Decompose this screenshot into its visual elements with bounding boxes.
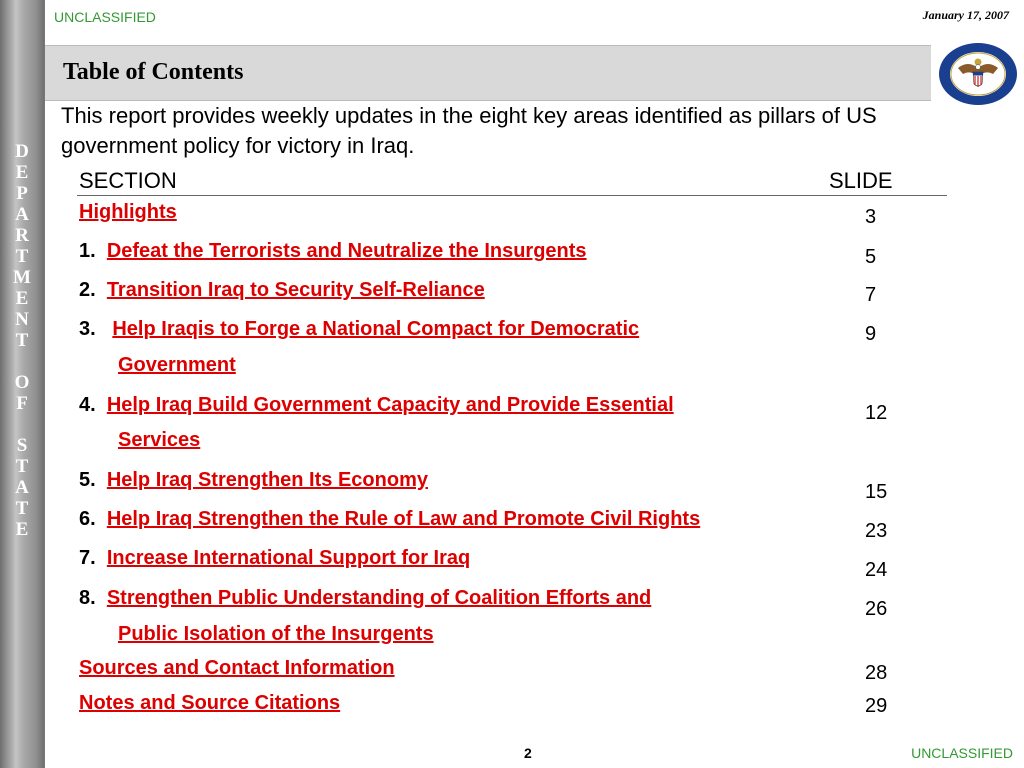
toc-link-public-understanding[interactable]: Strengthen Public Understanding of Coalition Efforts and [106,587,652,609]
slide-number: 5 [865,246,877,268]
classification-top: UNCLASSIFIED [54,9,156,25]
slide-number: 24 [865,559,888,581]
sidebar-letter: O [14,372,30,393]
slide-number: 9 [865,323,877,345]
sidebar-letter: T [15,456,29,477]
toc-link-defeat-terrorists[interactable]: Defeat the Terrorists and Neutralize the Insurgents [106,240,587,262]
slide-number: 28 [865,662,888,684]
sidebar-banner [0,0,44,768]
report-date: January 17, 2007 [922,8,1009,22]
intro-paragraph: This report provides weekly updates in the eight key areas identified as pillars of US government policy for victory in Iraq. [61,103,877,158]
toc-link-public-understanding-cont[interactable]: Public Isolation of the Insurgents [118,623,434,645]
toc-link-economy[interactable]: Help Iraq Strengthen Its Economy [106,469,428,491]
toc-item-number: 5. [79,469,96,491]
toc-item-continuation [118,429,200,452]
page-number: 2 [524,745,532,761]
sidebar-letter: E [15,519,29,540]
sidebar-letter: A [15,204,29,225]
sidebar-letter: T [15,498,29,519]
slide-number: 23 [865,520,888,542]
slide-number: 26 [865,598,888,620]
classification-bottom: UNCLASSIFIED [911,745,1013,761]
slide-number: 15 [865,481,888,503]
toc-item-number: 3. [79,318,96,340]
toc-item [79,508,700,531]
slide-column-header: SLIDE [829,168,893,193]
sidebar-letter: P [16,183,28,204]
toc-item [79,240,587,263]
sidebar-vertical-text [0,141,44,540]
toc-link-government-capacity-cont[interactable]: Services [118,429,201,451]
toc-link-national-compact[interactable]: Help Iraqis to Forge a National Compact for Democratic [112,318,640,340]
slide-number: 29 [865,695,888,717]
toc-item [79,318,639,341]
sidebar-letter: D [15,141,29,162]
toc-item-number: 7. [79,547,96,569]
toc-item-number: 2. [79,279,96,301]
sidebar-letter [0,414,44,435]
toc-item [79,469,428,492]
sidebar-letter: T [15,330,29,351]
sidebar-letter: R [15,225,29,246]
section-column-header: SECTION [79,168,177,193]
toc-link-security-self-reliance[interactable]: Transition Iraq to Security Self-Reliance [106,279,485,301]
toc-item [79,657,395,680]
sidebar-letter [0,351,44,372]
toc-item-number: 1. [79,240,96,262]
toc-item [79,547,470,570]
toc-item [79,394,674,417]
sidebar-letter: E [15,288,29,309]
toc-item-continuation [118,354,236,377]
toc-link-national-compact-cont[interactable]: Government [118,354,236,376]
header-divider [77,195,947,196]
sidebar-letter: A [15,477,29,498]
toc-item-continuation [118,623,434,646]
sidebar-divider [44,0,45,768]
state-department-seal-icon [931,38,1021,108]
toc-item [79,201,177,224]
slide-number: 12 [865,402,888,424]
toc-link-sources-contact[interactable]: Sources and Contact Information [79,657,395,679]
toc-item [79,279,485,302]
toc-link-government-capacity[interactable]: Help Iraq Build Government Capacity and Provide Essential [106,394,674,416]
page-title: Table of Contents [63,59,244,85]
toc-item-number: 8. [79,587,96,609]
toc-item [79,587,651,610]
sidebar-letter: F [16,393,28,414]
sidebar-letter: T [15,246,29,267]
toc-item-number: 6. [79,508,96,530]
toc-link-highlights[interactable]: Highlights [79,201,177,223]
slide-number: 7 [865,284,877,306]
sidebar-letter: M [13,267,31,288]
toc-link-notes-citations[interactable]: Notes and Source Citations [79,692,341,714]
toc-link-international-support[interactable]: Increase International Support for Iraq [106,547,471,569]
sidebar-letter: S [16,435,28,456]
toc-item-number: 4. [79,394,96,416]
sidebar-letter: N [15,309,29,330]
toc-item [79,692,340,715]
toc-link-rule-of-law[interactable]: Help Iraq Strengthen the Rule of Law and Promote Civil Rights [106,508,701,530]
sidebar-letter: E [15,162,29,183]
slide-number: 3 [865,206,877,228]
